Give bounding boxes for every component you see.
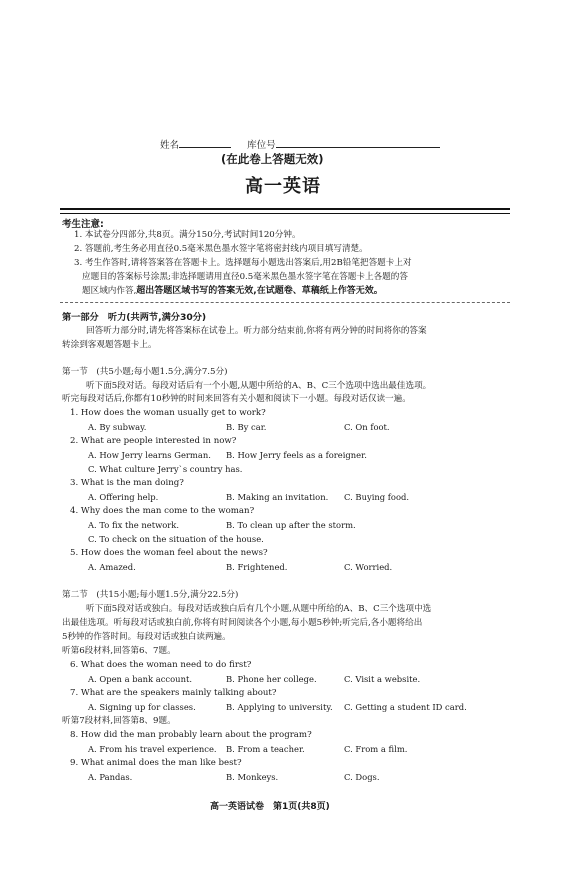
q4-option-b: B. To clean up after the storm. xyxy=(226,520,356,530)
seat-label: 库位号 xyxy=(247,140,276,151)
q8-option-a: A. From his travel experience. xyxy=(88,744,217,754)
q2-option-c: C. What culture Jerry`s country has. xyxy=(88,464,243,474)
instructions-divider xyxy=(60,302,510,303)
q6-option-c: C. Visit a website. xyxy=(344,674,421,684)
instruction-item-3-tail: 题区域内作答, xyxy=(82,286,137,296)
question-6: 6. What does the woman need to do first? xyxy=(70,660,252,670)
question-9: 9. What animal does the man like best? xyxy=(70,758,242,768)
section1-intro-2: 听完每段对话后,你都有10秒钟的时间来回答有关小题和阅读下一小题。每段对话仅读一遍。 xyxy=(62,394,411,404)
q9-option-a: A. Pandas. xyxy=(88,772,133,782)
section2-intro-2: 出最佳选项。听每段对话或独白前,你将有时间阅读各个小题,每小题5秒钟;听完后,各小题将给出 xyxy=(62,618,423,628)
instruction-item-2: 2. 答题前,考生务必用直径0.5毫米黑色墨水签字笔将密封线内项目填写清楚。 xyxy=(74,244,368,254)
section2-intro-3: 5秒钟的作答时间。每段对话或独白读两遍。 xyxy=(62,632,231,642)
instruction-warning: 超出答题区域书写的答案无效,在试题卷、草稿纸上作答无效。 xyxy=(136,286,383,296)
q1-option-c: C. On foot. xyxy=(344,422,390,432)
q3-option-c: C. Buying food. xyxy=(344,492,410,502)
instruction-item-1: 1. 本试卷分四部分,共8页。满分150分,考试时间120分钟。 xyxy=(74,230,301,240)
seat-blank xyxy=(276,137,440,148)
page-title: 高一英语 xyxy=(245,176,321,197)
part1-intro-1: 回答听力部分时,请先将答案标在试卷上。听力部分结束前,你将有两分钟的时间将你的答案 xyxy=(86,326,427,336)
title-rule-thick xyxy=(60,208,510,210)
q7-option-a: A. Signing up for classes. xyxy=(88,702,196,712)
part1-title: 第一部分 听力(共两节,满分30分) xyxy=(62,312,207,323)
question-7: 7. What are the speakers mainly talking about? xyxy=(70,688,277,698)
q7-option-c: C. Getting a student ID card. xyxy=(344,702,467,712)
q8-option-b: B. From a teacher. xyxy=(226,744,305,754)
part1-intro-2: 转涂到客观题答题卡上。 xyxy=(62,340,157,350)
q1-option-a: A. By subway. xyxy=(88,422,147,432)
instructions-heading: 考生注意: xyxy=(62,219,104,230)
question-3: 3. What is the man doing? xyxy=(70,478,184,488)
name-blank xyxy=(179,137,231,148)
instruction-item-3-cont: 应题目的答案标号涂黑;非选择题请用直径0.5毫米黑色墨水签字笔在答题卡上各题的答 xyxy=(82,272,408,282)
q9-option-b: B. Monkeys. xyxy=(226,772,279,782)
q8-option-c: C. From a film. xyxy=(344,744,408,754)
instruction-item-3: 3. 考生作答时,请将答案答在答题卡上。选择题每小题选出答案后,用2B铅笔把答题卡上对 xyxy=(74,258,412,268)
q4-option-c: C. To check on the situation of the house. xyxy=(88,534,264,544)
section1-intro-1: 听下面5段对话。每段对话后有一个小题,从题中所给的A、B、C三个选项中选出最佳选项。 xyxy=(86,381,432,391)
question-5: 5. How does the woman feel about the news? xyxy=(70,548,268,558)
q5-option-b: B. Frightened. xyxy=(226,562,288,572)
q7-option-b: B. Applying to university. xyxy=(226,702,333,712)
page-footer: 高一英语试卷 第1页(共8页) xyxy=(210,802,330,812)
q4-option-a: A. To fix the network. xyxy=(88,520,180,530)
q5-option-a: A. Amazed. xyxy=(88,562,136,572)
q2-option-a: A. How Jerry learns German. xyxy=(88,450,211,460)
instruction-item-3-end xyxy=(82,286,383,297)
section1-title: 第一节 (共5小题;每小题1.5分,满分7.5分) xyxy=(62,367,228,377)
question-1: 1. How does the woman usually get to work? xyxy=(70,408,266,418)
title-rule-thin xyxy=(60,213,510,214)
material-7-note: 听第7段材料,回答第8、9题。 xyxy=(62,716,176,726)
q1-option-b: B. By car. xyxy=(226,422,267,432)
name-label: 姓名 xyxy=(160,140,180,151)
question-8: 8. How did the man probably learn about the program? xyxy=(70,730,312,740)
notice: (在此卷上答题无效) xyxy=(221,152,324,166)
section2-title: 第二节 (共15小题;每小题1.5分,满分22.5分) xyxy=(62,590,239,600)
q6-option-a: A. Open a bank account. xyxy=(88,674,192,684)
q2-option-b: B. How Jerry feels as a foreigner. xyxy=(226,450,367,460)
name-seat-row xyxy=(160,137,440,151)
material-6-note: 听第6段材料,回答第6、7题。 xyxy=(62,646,176,656)
q9-option-c: C. Dogs. xyxy=(344,772,380,782)
q3-option-a: A. Offering help. xyxy=(88,492,159,502)
question-2: 2. What are people interested in now? xyxy=(70,436,237,446)
q3-option-b: B. Making an invitation. xyxy=(226,492,329,502)
q6-option-b: B. Phone her college. xyxy=(226,674,317,684)
q5-option-c: C. Worried. xyxy=(344,562,393,572)
section2-intro-1: 听下面5段对话或独白。每段对话或独白后有几个小题,从题中所给的A、B、C三个选项中选 xyxy=(86,604,432,614)
question-4: 4. Why does the man come to the woman? xyxy=(70,506,255,516)
